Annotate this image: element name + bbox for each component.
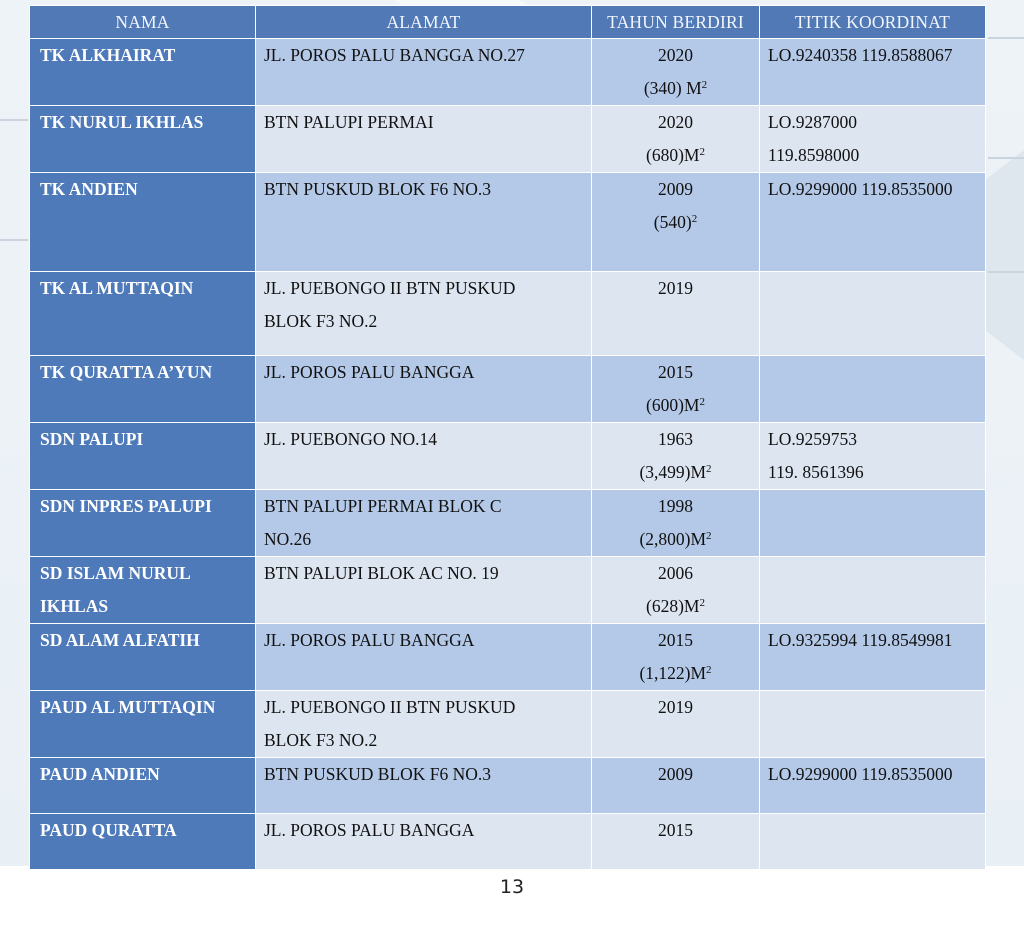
header-tahun-berdiri: TAHUN BERDIRI — [592, 6, 760, 39]
cell-titik-koordinat — [760, 691, 986, 758]
cell-alamat — [256, 490, 592, 557]
year-founded: 2015 — [658, 630, 693, 650]
cell-alamat — [256, 173, 592, 272]
cell-tahun — [592, 490, 760, 557]
cell-alamat — [256, 691, 592, 758]
cell-tahun — [592, 423, 760, 490]
address: JL. PUEBONGO NO.14 — [264, 429, 438, 449]
table-row — [30, 624, 986, 691]
school-name: SDN PALUPI — [40, 429, 144, 449]
area-value: (628)M — [646, 596, 700, 616]
area-unit-superscript: 2 — [706, 530, 712, 542]
cell-titik-koordinat — [760, 814, 986, 870]
address: BTN PUSKUD BLOK F6 NO.3 — [264, 179, 492, 199]
year-founded: 2020 — [658, 45, 693, 65]
cell-tahun — [592, 106, 760, 173]
table-body — [30, 39, 986, 870]
year-founded: 2009 — [658, 179, 693, 199]
school-name: SDN INPRES PALUPI — [40, 496, 212, 516]
year-founded: 2019 — [658, 278, 693, 298]
area-size — [600, 206, 751, 239]
cell-nama — [30, 758, 256, 814]
cell-tahun — [592, 356, 760, 423]
school-name: TK NURUL IKHLAS — [40, 112, 204, 132]
cell-tahun — [592, 173, 760, 272]
cell-alamat — [256, 106, 592, 173]
year-founded: 2009 — [658, 764, 693, 784]
school-table — [29, 5, 986, 870]
address-cont: BLOK F3 NO.2 — [264, 730, 378, 750]
area-value: (340) M — [643, 78, 702, 98]
area-size — [600, 590, 751, 623]
address-cont: BLOK F3 NO.2 — [264, 311, 378, 331]
address: JL. PUEBONGO II BTN PUSKUD — [264, 697, 516, 717]
area-size — [600, 456, 751, 489]
area-size — [600, 523, 751, 556]
cell-titik-koordinat — [760, 557, 986, 624]
area-value: (3,499)M — [639, 462, 707, 482]
area-unit-superscript: 2 — [699, 396, 705, 408]
cell-titik-koordinat — [760, 272, 986, 356]
cell-alamat — [256, 39, 592, 106]
area-unit-superscript: 2 — [699, 146, 705, 158]
cell-tahun — [592, 272, 760, 356]
address: JL. POROS PALU BANGGA — [264, 362, 475, 382]
table-row — [30, 106, 986, 173]
cell-tahun — [592, 758, 760, 814]
year-founded: 2020 — [658, 112, 693, 132]
cell-nama — [30, 423, 256, 490]
cell-nama — [30, 39, 256, 106]
table-row — [30, 691, 986, 758]
table-header-row — [30, 6, 986, 39]
address: BTN PALUPI PERMAI — [264, 112, 434, 132]
table-row — [30, 758, 986, 814]
cell-nama — [30, 691, 256, 758]
school-name: TK QURATTA A’YUN — [40, 362, 213, 382]
area-unit-superscript: 2 — [706, 463, 712, 475]
cell-alamat — [256, 758, 592, 814]
cell-nama — [30, 557, 256, 624]
address: JL. PUEBONGO II BTN PUSKUD — [264, 278, 516, 298]
area-size — [600, 657, 751, 690]
school-name: TK AL MUTTAQIN — [40, 278, 194, 298]
area-value: (680)M — [646, 145, 700, 165]
coordinate: LO.9240358 119.8588067 — [768, 45, 953, 65]
coordinate: LO.9259753 — [768, 429, 857, 449]
cell-tahun — [592, 691, 760, 758]
cell-nama — [30, 173, 256, 272]
page-number: 13 — [499, 876, 525, 898]
area-size — [600, 139, 751, 172]
address: BTN PALUPI PERMAI BLOK C — [264, 496, 502, 516]
area-unit-superscript: 2 — [699, 597, 705, 609]
header-nama: NAMA — [30, 6, 256, 39]
cell-alamat — [256, 423, 592, 490]
cell-nama — [30, 106, 256, 173]
table-row — [30, 557, 986, 624]
cell-alamat — [256, 356, 592, 423]
area-unit-superscript: 2 — [691, 213, 698, 225]
year-founded: 2015 — [658, 820, 693, 840]
area-size — [600, 72, 751, 105]
cell-titik-koordinat — [760, 106, 986, 173]
year-founded: 2015 — [658, 362, 693, 382]
cell-tahun — [592, 557, 760, 624]
table-row — [30, 173, 986, 272]
year-founded: 1963 — [658, 429, 693, 449]
cell-titik-koordinat — [760, 490, 986, 557]
year-founded: 2019 — [658, 697, 693, 717]
cell-tahun — [592, 39, 760, 106]
coordinate-cont: 119.8598000 — [768, 145, 860, 165]
school-name: SD ALAM ALFATIH — [40, 630, 200, 650]
school-name: TK ALKHAIRAT — [40, 45, 176, 65]
cell-tahun — [592, 624, 760, 691]
cell-alamat — [256, 624, 592, 691]
coordinate: LO.9287000 — [768, 112, 857, 132]
area-value: (600)M — [646, 395, 700, 415]
cell-nama — [30, 624, 256, 691]
school-name: PAUD ANDIEN — [40, 764, 160, 784]
table-row — [30, 490, 986, 557]
coordinate: LO.9299000 119.8535000 — [768, 764, 953, 784]
cell-titik-koordinat — [760, 624, 986, 691]
cell-alamat — [256, 272, 592, 356]
table-row — [30, 423, 986, 490]
address: JL. POROS PALU BANGGA — [264, 630, 475, 650]
header-titik-koordinat: TITIK KOORDINAT — [760, 6, 986, 39]
cell-titik-koordinat — [760, 356, 986, 423]
cell-nama — [30, 814, 256, 870]
area-value: (540) — [653, 212, 692, 232]
school-name-cont: IKHLAS — [40, 596, 109, 616]
cell-nama — [30, 356, 256, 423]
header-alamat: ALAMAT — [256, 6, 592, 39]
cell-titik-koordinat — [760, 758, 986, 814]
coordinate: LO.9299000 119.8535000 — [768, 179, 953, 199]
address: JL. POROS PALU BANGGA — [264, 820, 475, 840]
table-row — [30, 39, 986, 106]
area-size — [600, 389, 751, 422]
table-row — [30, 814, 986, 870]
area-unit-superscript: 2 — [706, 664, 712, 676]
cell-nama — [30, 490, 256, 557]
cell-alamat — [256, 557, 592, 624]
coordinate-cont: 119. 8561396 — [768, 462, 864, 482]
coordinate: LO.9325994 119.8549981 — [768, 630, 953, 650]
cell-titik-koordinat — [760, 39, 986, 106]
address: JL. POROS PALU BANGGA NO.27 — [264, 45, 525, 65]
cell-tahun — [592, 814, 760, 870]
school-name: SD ISLAM NURUL — [40, 563, 191, 583]
cell-nama — [30, 272, 256, 356]
cell-alamat — [256, 814, 592, 870]
cell-titik-koordinat — [760, 423, 986, 490]
table-row — [30, 272, 986, 356]
school-name: PAUD QURATTA — [40, 820, 177, 840]
area-unit-superscript: 2 — [701, 79, 708, 91]
area-value: (2,800)M — [639, 529, 707, 549]
area-value: (1,122)M — [639, 663, 707, 683]
address-cont: NO.26 — [264, 529, 312, 549]
year-founded: 2006 — [658, 563, 693, 583]
cell-titik-koordinat — [760, 173, 986, 272]
school-name: TK ANDIEN — [40, 179, 138, 199]
year-founded: 1998 — [658, 496, 693, 516]
address: BTN PUSKUD BLOK F6 NO.3 — [264, 764, 492, 784]
address: BTN PALUPI BLOK AC NO. 19 — [264, 563, 499, 583]
table-row — [30, 356, 986, 423]
school-name: PAUD AL MUTTAQIN — [40, 697, 216, 717]
